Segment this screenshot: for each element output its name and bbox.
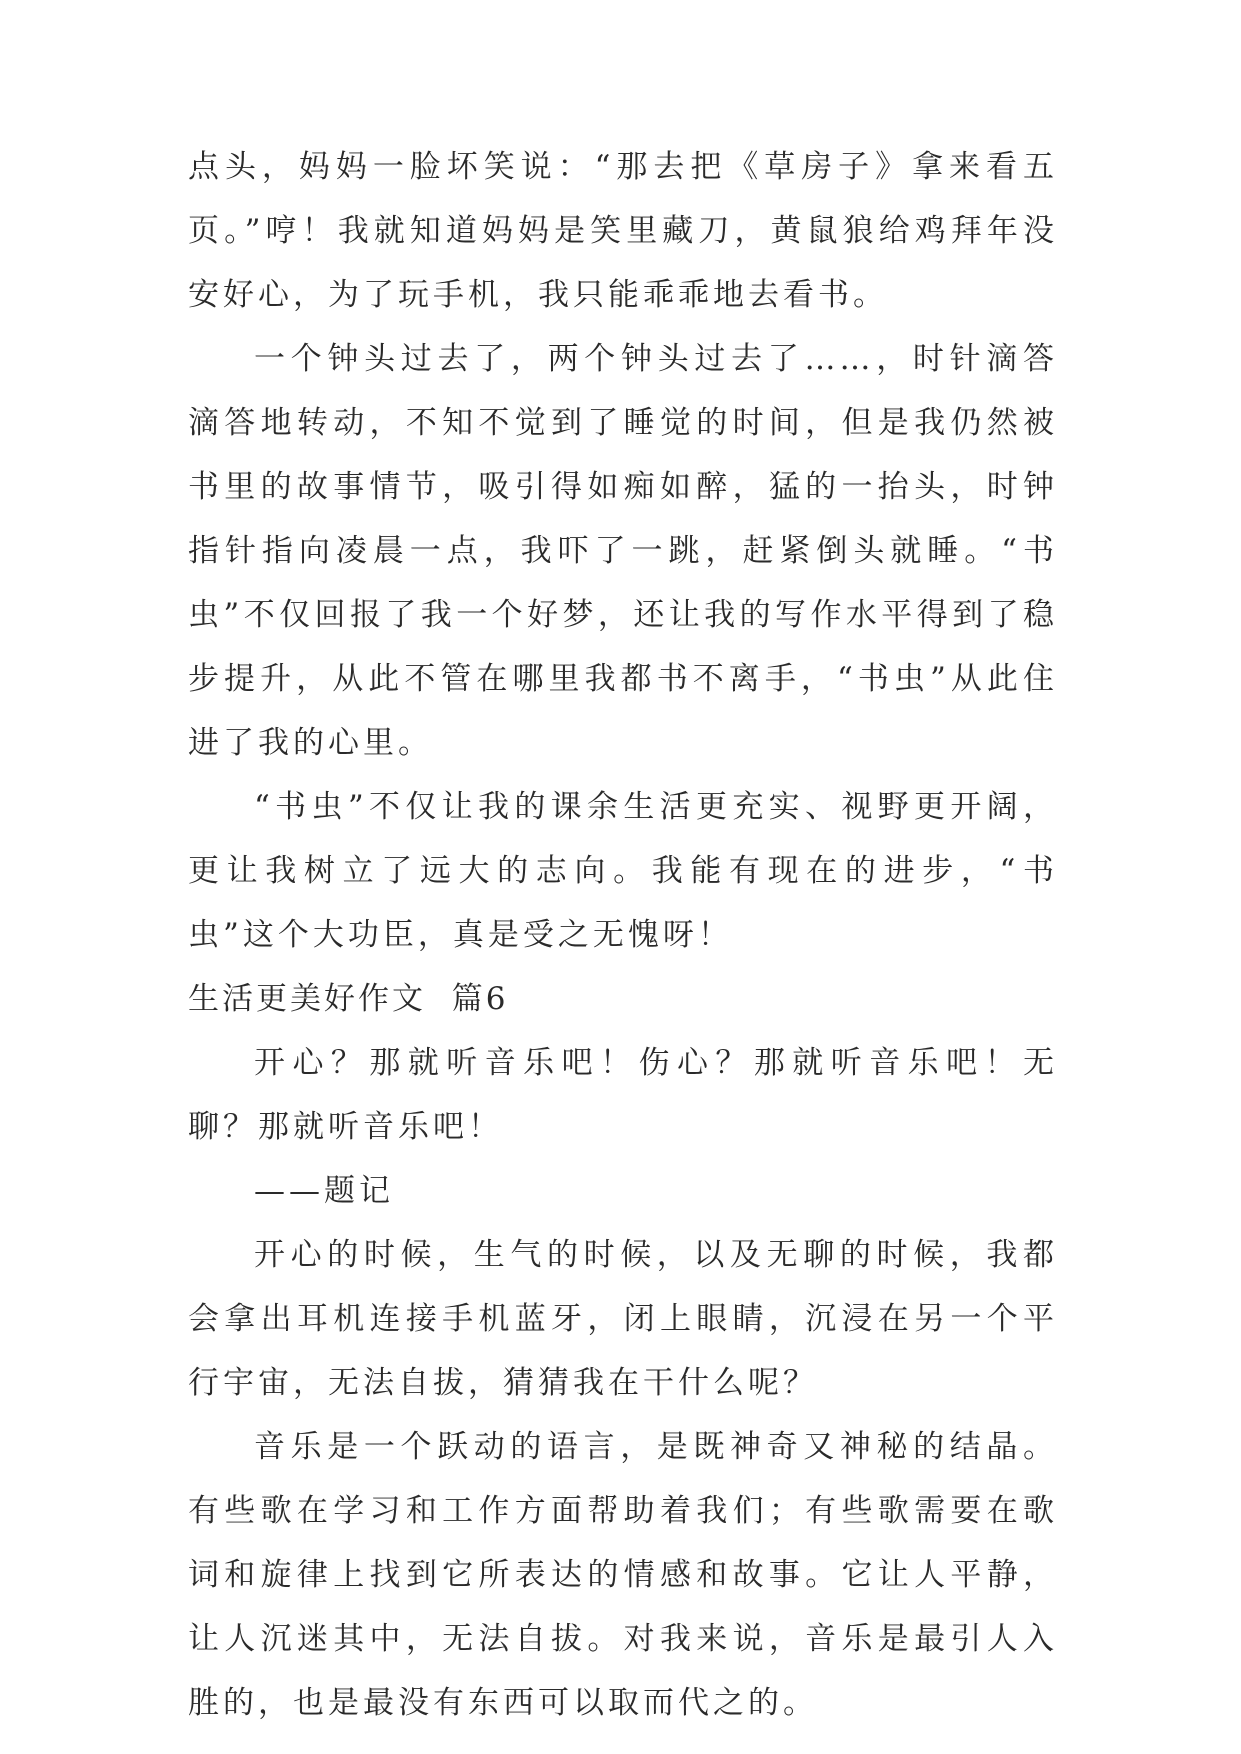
section-heading: 生活更美好作文 篇6 [188,981,509,1017]
paragraph-4: 开心的时候，生气的时候，以及无聊的时候，我都会拿出耳机连接手机蓝牙，闭上眼睛，沉浸在另一个平行宇宙，无法自拔，猜猜我在干什么呢？ [188,1237,1058,1401]
paragraph-2: 一个钟头过去了，两个钟头过去了……，时针滴答滴答地转动，不知不觉到了睡觉的时间，但是我仍然被书里的故事情节，吸引得如痴如醉，猛的一抬头，时钟指针指向凌晨一点，我吓了一跳，赶紧倒头就睡。“书虫”不仅回报了我一个好梦，还让我的写作水平得到了稳步提升，从此不管在哪里我都书不离手，“书虫”从此住进了我的心里。 [188,341,1058,761]
epigraph-attribution: ——题记 [254,1173,394,1209]
epigraph: 开心？那就听音乐吧！伤心？那就听音乐吧！无聊？那就听音乐吧！ [188,1045,1058,1145]
document-body [188,135,1058,1735]
paragraph-1: 点头，妈妈一脸坏笑说：“那去把《草房子》拿来看五页。”哼！我就知道妈妈是笑里藏刀，黄鼠狼给鸡拜年没安好心，为了玩手机，我只能乖乖地去看书。 [188,149,1058,313]
paragraph-5: 音乐是一个跃动的语言，是既神奇又神秘的结晶。有些歌在学习和工作方面帮助着我们；有些歌需要在歌词和旋律上找到它所表达的情感和故事。它让人平静，让人沉迷其中，无法自拔。对我来说，音乐是最引人入胜的，也是最没有东西可以取而代之的。 [188,1429,1058,1721]
paragraph-3: “书虫”不仅让我的课余生活更充实、视野更开阔，更让我树立了远大的志向。我能有现在的进步，“书虫”这个大功臣，真是受之无愧呀！ [188,789,1058,953]
